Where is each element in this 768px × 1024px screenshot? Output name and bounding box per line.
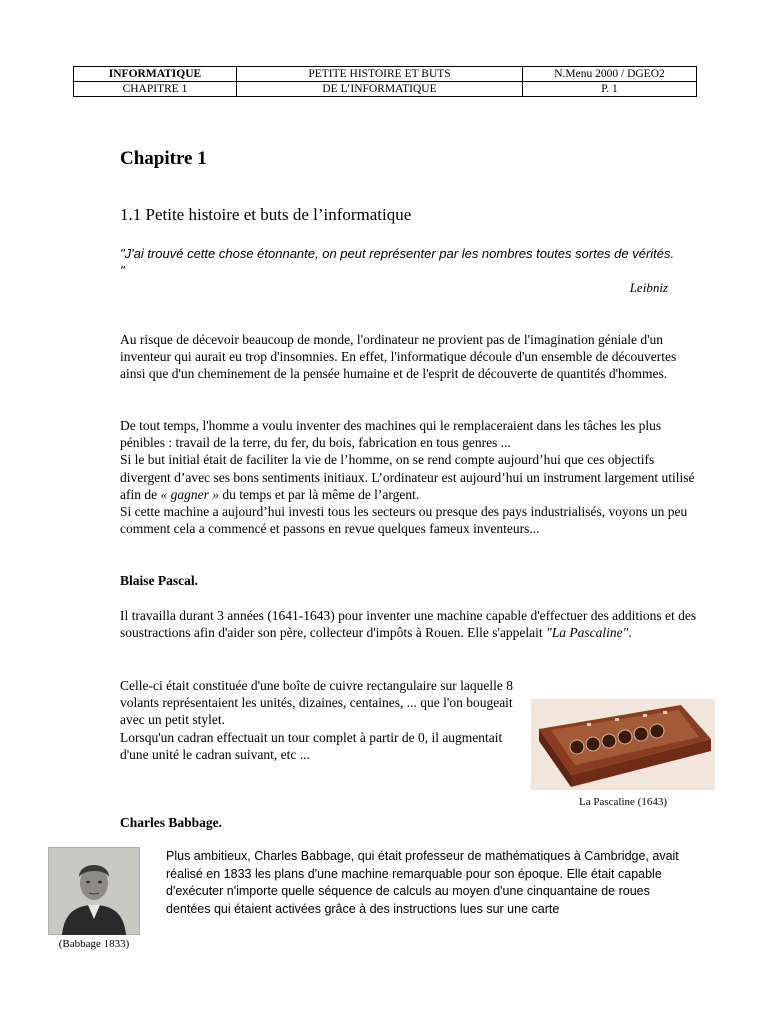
pascal-description xyxy=(120,677,515,763)
intro-paragraph: Au risque de décevoir beaucoup de monde, l'ordinateur ne provient pas de l'imagination géniale d'un inventeur qui aurait eu trop d'insomnies. En effet, l'informatique découle d'un ensemble de découvertes ainsi que d'un cheminement de la pensée humaine et de l'esprit de découverte de quantités d'hommes. xyxy=(120,332,677,382)
history-line-1: De tout temps, l'homme a voulu inventer des machines qui le remplaceraient dans les tâches les plus pénibles : travail de la terre, du fer, du bois, fabrication en tous genres ... xyxy=(120,418,662,451)
header-subject: INFORMATIQUE xyxy=(74,67,237,82)
header-row-1 xyxy=(74,67,697,82)
history-line-2 xyxy=(120,451,700,503)
header-topic: PETITE HISTOIRE ET BUTS xyxy=(237,67,523,82)
history-line-2-end: du temps et par là même de l’argent. xyxy=(218,486,420,502)
pascaline-image xyxy=(531,699,715,790)
history-paragraph xyxy=(120,417,700,537)
gagner-emphasis: « gagner » xyxy=(160,486,219,502)
section-title: 1.1 Petite histoire et buts de l’informatique xyxy=(120,205,412,224)
pascal-heading: Blaise Pascal. xyxy=(120,573,198,588)
pascal-paragraph-3: Lorsqu'un cadran effectuait un tour complet à partir de 0, il augmentait d'une unité le cadran suivant, etc ... xyxy=(120,729,503,762)
pascal-paragraph-1 xyxy=(120,607,705,641)
page-header-table xyxy=(73,66,697,97)
pascaline-name: "La Pascaline" xyxy=(546,625,629,641)
header-row-2 xyxy=(74,82,697,97)
pascal-paragraph-2: Celle-ci était constituée d'une boîte de cuivre rectangulaire sur laquelle 8 volants représentaient les unités, dizaines, centaines, ... que l'on bougeait avec un petit stylet. xyxy=(120,678,514,728)
pascaline-caption: La Pascaline (1643) xyxy=(579,796,667,808)
babbage-paragraph: Plus ambitieux, Charles Babbage, qui était professeur de mathématiques à Cambridge, avait réalisé en 1833 les plans d'une machine remarquable pour son époque. Elle était capable d'exécuter n'importe quelle séquence de calculs au moyen d'une cinquantaine de roues dentées qui étaient activées grâce à des instructions lues sur une carte xyxy=(166,849,679,916)
pascal-text-end: . xyxy=(628,625,632,641)
history-line-3: Si cette machine a aujourd’hui investi tous les secteurs ou presque des pays industrialisés, voyons un peu comment cela a commencé et passons en revue quelques fameux inventeurs... xyxy=(120,504,688,537)
quote-author: Leibniz xyxy=(629,280,668,295)
babbage-heading: Charles Babbage. xyxy=(120,815,223,830)
pascal-text: Il travailla durant 3 années (1641-1643) pour inventer une machine capable d'effectuer des additions et des soustractions afin d'aider son père, collecteur d'impôts à Rouen. Elle s'appelait xyxy=(120,608,697,641)
header-topic-continued: DE L’INFORMATIQUE xyxy=(237,82,523,97)
header-reference: N.Menu 2000 / DGEO2 xyxy=(523,67,697,82)
leibniz-quote: "J'ai trouvé cette chose étonnante, on peut représenter par les nombres toutes sortes de vérités. " xyxy=(120,246,675,278)
babbage-portrait xyxy=(48,847,140,935)
header-chapter: CHAPITRE 1 xyxy=(74,82,237,97)
chapter-title: Chapitre 1 xyxy=(120,148,207,169)
header-page-number: P. 1 xyxy=(523,82,697,97)
history-line-2-text: Si le but initial était de faciliter la vie de l’homme, on se rend compte aujourd’hui que ces objectifs divergent d’avec ses bons sentiments initiaux. L’ordinateur est aujourd’hui un instrument largement utilisé afin de xyxy=(120,452,695,502)
babbage-caption: (Babbage 1833) xyxy=(58,938,130,950)
